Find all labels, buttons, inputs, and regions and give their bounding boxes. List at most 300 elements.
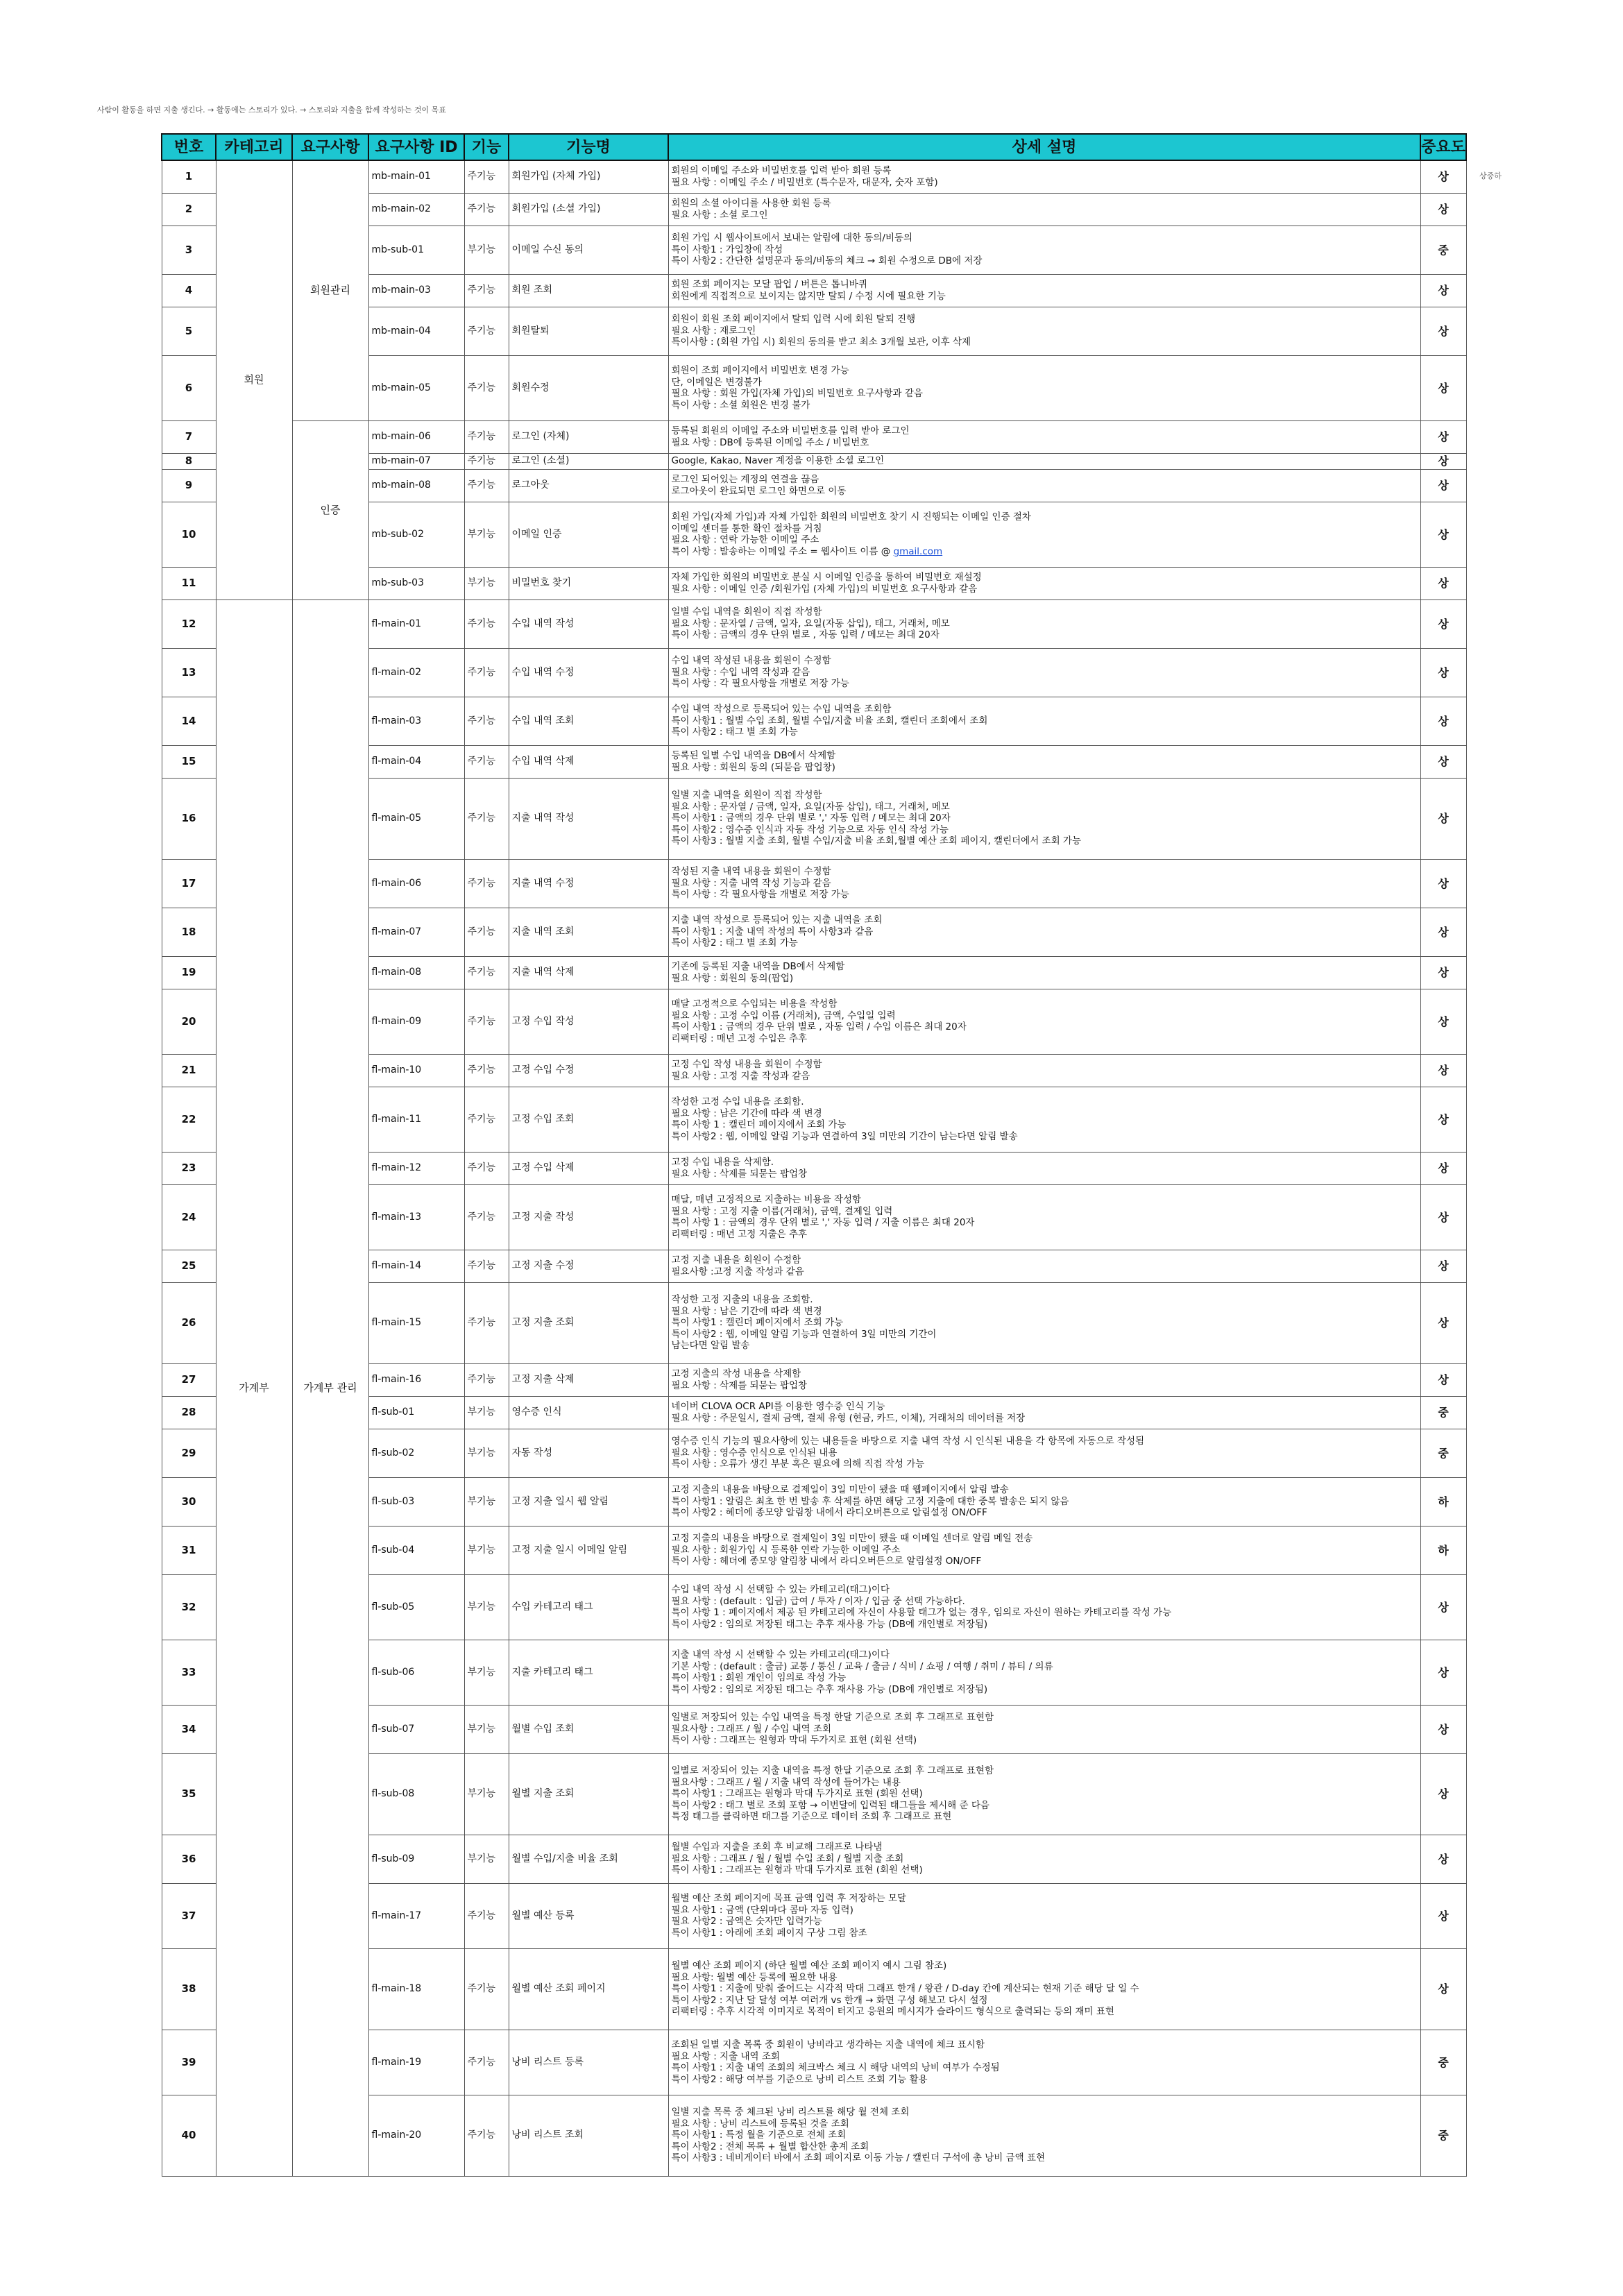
function-name: 고정 지출 삭제 xyxy=(509,1363,668,1396)
detail-cell xyxy=(668,1152,1420,1184)
detail-line: 특이 사항1 : 지출 내역 작성의 특이 사항3과 같음 xyxy=(671,926,874,937)
detail-line: 특이 사항1 : 캘린더 페이지에서 조회 가능 xyxy=(671,1317,844,1329)
detail-line: 매달 고정적으로 수입되는 비용을 작성함 xyxy=(671,998,838,1010)
requirement-group-cell: 가계부 관리 xyxy=(292,599,368,2176)
detail-line: 특이 사항1 : 지출 내역 조회의 체크박스 체크 시 해당 내역의 낭비 여부가 수정됨 xyxy=(671,2062,1000,2073)
header-requirement-id: 요구사항 ID xyxy=(368,134,464,160)
importance-cell: 상 xyxy=(1420,469,1466,502)
importance-cell: 상 xyxy=(1420,648,1466,697)
row-number: 17 xyxy=(162,859,216,908)
detail-line: 특이사항 : (회원 가입 시) 회원의 동의를 받고 최소 3개월 보관, 이후 삭제 xyxy=(671,337,971,348)
category-cell: 가계부 xyxy=(216,599,292,2176)
detail-line: 필요 사항 : 이메일 주소 / 비밀번호 (특수문자, 대문자, 숫자 포함) xyxy=(671,176,938,188)
function-name: 비밀번호 찾기 xyxy=(509,567,668,599)
detail-cell xyxy=(668,1526,1420,1574)
top-note: 사람이 활동을 하면 지출 생긴다. → 활동에는 스토리가 있다. → 스토리와 지출을 함께 작성하는 것이 목표 xyxy=(97,105,446,114)
importance-cell: 하 xyxy=(1420,1526,1466,1574)
row-number: 9 xyxy=(162,469,216,502)
detail-cell xyxy=(668,420,1420,453)
row-number: 20 xyxy=(162,989,216,1054)
requirement-id: fl-sub-09 xyxy=(368,1835,464,1883)
detail-line: 특이 사항2 : 태그 별 조회 가능 xyxy=(671,937,798,949)
detail-line: 필요 사항 : 회원의 동의 (되묻음 팝업창) xyxy=(671,761,835,773)
row-number: 2 xyxy=(162,193,216,226)
detail-cell xyxy=(668,469,1420,502)
detail-cell xyxy=(668,2030,1420,2095)
function-kind: 주기능 xyxy=(464,307,509,355)
table-body xyxy=(162,160,1466,2176)
detail-cell xyxy=(668,859,1420,908)
requirement-id: mb-main-04 xyxy=(368,307,464,355)
detail-line: 매달, 매년 고정적으로 지출하는 비용을 작성함 xyxy=(671,1194,862,1205)
detail-line: 특이 사항 : 헤더에 종모양 알림창 내에서 라디오버튼으로 알림설정 ON/OFF xyxy=(671,1556,982,1567)
detail-cell xyxy=(668,1054,1420,1087)
detail-line: 필요사항 : 그래프 / 월 / 지출 내역 작성에 들어가는 내용 xyxy=(671,1776,901,1788)
importance-cell: 상 xyxy=(1420,1948,1466,2030)
detail-line: 특이 사항2 : 해당 여부를 기준으로 낭비 리스트 조회 기능 활용 xyxy=(671,2073,928,2085)
detail-line: 특이 사항2 : 태그 별로 조회 포함 → 이번달에 입력된 태그들을 제시해 준 다음 xyxy=(671,1799,989,1811)
detail-line: 특이 사항 : 금액의 경우 단위 별로 , 자동 입력 / 메모는 최대 20자 xyxy=(671,629,940,641)
row-number: 15 xyxy=(162,745,216,778)
detail-line: 특이 사항1 : 아래에 조회 페이지 구상 그림 참조 xyxy=(671,1927,867,1939)
function-name: 회원가입 (소셜 가입) xyxy=(509,193,668,226)
requirement-id: mb-sub-02 xyxy=(368,502,464,567)
detail-line: 특이 사항2 : 전체 목록 + 월별 합산한 총계 조회 xyxy=(671,2141,869,2152)
row-number: 7 xyxy=(162,420,216,453)
detail-line: 특이 사항1 : 금액의 경우 단위 별로 ',' 자동 입력 / 메모는 최대 20자 xyxy=(671,813,951,824)
detail-line: 필요 사항1 : 금액 (단위마다 콤마 자동 입력) xyxy=(671,1904,853,1916)
requirement-id: fl-main-01 xyxy=(368,599,464,648)
requirement-id: fl-sub-07 xyxy=(368,1705,464,1753)
detail-line: 특이 사항2 : 웹, 이메일 알림 기능과 연결하여 3일 미만의 기간이 남는다면 알림 발송 xyxy=(671,1130,1018,1142)
detail-line: 필요 사항 : 그래프 / 월 / 월별 수입 조회 / 월별 지출 조회 xyxy=(671,1853,904,1864)
function-kind: 주기능 xyxy=(464,1883,509,1948)
detail-line: 특이 사항1 : 알림은 최초 한 번 발송 후 삭제를 하면 해당 고정 지출에 대한 중복 발송은 되지 않음 xyxy=(671,1495,1069,1507)
detail-line: 회원 가입 시 웹사이트에서 보내는 알림에 대한 동의/비동의 xyxy=(671,232,913,244)
importance-cell: 상 xyxy=(1420,355,1466,420)
function-kind: 주기능 xyxy=(464,859,509,908)
detail-line: 특이 사항3 : 네비게이터 바에서 조회 페이지로 이동 가능 / 캘린더 구석에 총 낭비 금액 표현 xyxy=(671,2152,1045,2164)
importance-cell: 상 xyxy=(1420,193,1466,226)
detail-line: 특이 사항 : 그래프는 원형과 막대 두가지로 표현 (회원 선택) xyxy=(671,1735,917,1746)
detail-line: 작성한 고정 수입 내용을 조회함. xyxy=(671,1096,804,1107)
detail-line: 필요 사항 : 회원 가입(자체 가입)의 비밀번호 요구사항과 같음 xyxy=(671,388,923,399)
detail-line: 특이 사항1 : 그래프는 원형과 막대 두가지로 표현 (회원 선택) xyxy=(671,1864,923,1876)
header-row xyxy=(162,134,1466,160)
detail-line: 필요사항 :고정 지출 작성과 같음 xyxy=(671,1266,804,1277)
row-number: 1 xyxy=(162,160,216,193)
category-cell: 회원 xyxy=(216,160,292,599)
detail-line: 필요 사항 : 회원의 동의(팝업) xyxy=(671,972,794,984)
row-number: 16 xyxy=(162,778,216,859)
function-name: 로그아웃 xyxy=(509,469,668,502)
row-number: 26 xyxy=(162,1282,216,1363)
requirement-id: mb-sub-01 xyxy=(368,226,464,274)
detail-cell xyxy=(668,160,1420,193)
detail-cell xyxy=(668,1948,1420,2030)
detail-cell xyxy=(668,745,1420,778)
function-name: 회원수정 xyxy=(509,355,668,420)
requirement-id: fl-main-06 xyxy=(368,859,464,908)
detail-cell xyxy=(668,778,1420,859)
detail-line: 필요사항 : 그래프 / 월 / 수입 내역 조회 xyxy=(671,1723,832,1735)
detail-cell xyxy=(668,1429,1420,1477)
function-name: 회원가입 (자체 가입) xyxy=(509,160,668,193)
function-kind: 부기능 xyxy=(464,1753,509,1835)
row-number: 11 xyxy=(162,567,216,599)
row-number: 38 xyxy=(162,1948,216,2030)
detail-line: 작성한 고정 지출의 내용을 조회함. xyxy=(671,1294,813,1306)
function-kind: 주기능 xyxy=(464,1087,509,1152)
importance-cell: 상 xyxy=(1420,1883,1466,1948)
detail-line: 특이 사항2 : 임의로 저장된 태그는 추후 재사용 가능 (DB에 개인별로 저장됨) xyxy=(671,1683,988,1695)
function-name: 고정 수입 삭제 xyxy=(509,1152,668,1184)
importance-cell: 상 xyxy=(1420,160,1466,193)
importance-cell: 상 xyxy=(1420,1574,1466,1640)
row-number: 37 xyxy=(162,1883,216,1948)
row-number: 3 xyxy=(162,226,216,274)
function-kind: 주기능 xyxy=(464,697,509,745)
row-number: 39 xyxy=(162,2030,216,2095)
row-number: 21 xyxy=(162,1054,216,1087)
function-name: 지출 내역 작성 xyxy=(509,778,668,859)
function-kind: 주기능 xyxy=(464,2030,509,2095)
header-kind: 기능 xyxy=(464,134,509,160)
importance-cell: 상 xyxy=(1420,307,1466,355)
detail-cell xyxy=(668,226,1420,274)
function-kind: 주기능 xyxy=(464,1184,509,1250)
requirement-group-cell: 인증 xyxy=(292,420,368,599)
detail-cell xyxy=(668,908,1420,956)
importance-cell: 상 xyxy=(1420,1054,1466,1087)
detail-line: 지출 내역 작성으로 등록되어 있는 지출 내역을 조회 xyxy=(671,915,883,926)
function-kind: 주기능 xyxy=(464,599,509,648)
function-name: 수입 내역 작성 xyxy=(509,599,668,648)
detail-line: 특이 사항 1 : 캘린더 페이지에서 조회 가능 xyxy=(671,1119,847,1130)
detail-line: 단, 이메일은 변경불가 xyxy=(671,376,762,388)
detail-line: 월별 예산 조회 페이지 (하단 월별 예산 조회 페이지 예시 그림 참조) xyxy=(671,1960,947,1972)
importance-cell: 중 xyxy=(1420,2095,1466,2176)
requirement-id: fl-main-14 xyxy=(368,1250,464,1282)
importance-cell: 상 xyxy=(1420,745,1466,778)
function-name: 자동 작성 xyxy=(509,1429,668,1477)
function-name: 고정 지출 일시 웹 알림 xyxy=(509,1477,668,1526)
detail-cell xyxy=(668,567,1420,599)
requirement-id: mb-main-02 xyxy=(368,193,464,226)
function-name: 고정 지출 작성 xyxy=(509,1184,668,1250)
detail-line: 필요 사항 : 수입 내역 작성과 같음 xyxy=(671,666,810,678)
function-name: 낭비 리스트 등록 xyxy=(509,2030,668,2095)
detail-line: 필요 사항 : 재로그인 xyxy=(671,325,756,337)
detail-line: 고정 수입 작성 내용을 회원이 수정함 xyxy=(671,1059,822,1070)
function-kind: 주기능 xyxy=(464,1282,509,1363)
detail-line: 회원의 이메일 주소와 비밀번호를 입력 받아 회원 등록 xyxy=(671,165,892,177)
detail-line: 월별 예산 조회 페이지에 목표 금액 입력 후 저장하는 모달 xyxy=(671,1893,907,1904)
requirement-id: fl-main-07 xyxy=(368,908,464,956)
detail-line: Google, Kakao, Naver 계정을 이용한 소셜 로그인 xyxy=(671,455,885,467)
detail-line: 특이 사항2 : 태그 별 조회 가능 xyxy=(671,726,798,738)
detail-line: 필요 사항 : DB에 등록된 이메일 주소 / 비밀번호 xyxy=(671,436,869,448)
detail-line: 회원이 회원 조회 페이지에서 탈퇴 입력 시에 회원 탈퇴 진행 xyxy=(671,314,916,325)
detail-cell xyxy=(668,1705,1420,1753)
function-name: 고정 수입 수정 xyxy=(509,1054,668,1087)
detail-line: 필요 사항 : 고정 지출 이름(거래처), 금액, 결제일 입력 xyxy=(671,1205,893,1217)
importance-cell: 상 xyxy=(1420,502,1466,567)
detail-cell xyxy=(668,1574,1420,1640)
detail-line: 필요 사항 : 문자열 / 금액, 일자, 요일(자동 삽입), 태그, 거래처, 메모 xyxy=(671,801,950,813)
detail-line: 리팩터링 : 매년 고정 수입은 추후 xyxy=(671,1032,808,1044)
detail-line: 특이 사항1 : 지출에 맞춰 줄어드는 시각적 막대 그래프 한개 / 왕관 / D-day 칸에 계산되는 현재 기준 해당 달 일 수 xyxy=(671,1983,1139,1995)
function-kind: 주기능 xyxy=(464,469,509,502)
detail-line: 필요 사항 : (default : 입금) 급여 / 투자 / 이자 / 입금 중 선택 가능하다. xyxy=(671,1595,965,1607)
row-number: 33 xyxy=(162,1640,216,1705)
detail-line: 특이 사항1 : 회원 개인이 임의로 작성 가능 xyxy=(671,1672,847,1683)
function-kind: 부기능 xyxy=(464,502,509,567)
detail-line: 회원의 소셜 아이디를 사용한 회원 등록 xyxy=(671,198,831,209)
function-kind: 주기능 xyxy=(464,2095,509,2176)
function-name: 회원탈퇴 xyxy=(509,307,668,355)
requirement-id: mb-main-01 xyxy=(368,160,464,193)
detail-cell xyxy=(668,193,1420,226)
importance-cell: 상 xyxy=(1420,1250,1466,1282)
importance-cell: 상 xyxy=(1420,1753,1466,1835)
requirement-id: fl-main-05 xyxy=(368,778,464,859)
header-detail: 상세 설명 xyxy=(668,134,1420,160)
header-category: 카테고리 xyxy=(216,134,292,160)
importance-cell: 중 xyxy=(1420,1396,1466,1429)
function-name: 고정 지출 조회 xyxy=(509,1282,668,1363)
detail-line: 필요 사항 : 회원가입 시 등록한 연락 가능한 이메일 주소 xyxy=(671,1544,901,1556)
function-name: 로그인 (자체) xyxy=(509,420,668,453)
requirement-id: fl-sub-02 xyxy=(368,1429,464,1477)
function-name: 월별 지출 조회 xyxy=(509,1753,668,1835)
detail-line: 등록된 회원의 이메일 주소와 비밀번호를 입력 받아 로그인 xyxy=(671,425,910,436)
requirements-table xyxy=(161,133,1467,2177)
requirement-id: mb-sub-03 xyxy=(368,567,464,599)
row-number: 18 xyxy=(162,908,216,956)
row-number: 19 xyxy=(162,956,216,989)
detail-line: 회원이 조회 페이지에서 비밀번호 변경 가능 xyxy=(671,365,849,376)
requirement-group-cell: 회원관리 xyxy=(292,160,368,420)
detail-cell xyxy=(668,989,1420,1054)
detail-line: 필요 사항 : 연락 가능한 이메일 주소 xyxy=(671,534,819,545)
requirement-id: mb-main-07 xyxy=(368,453,464,469)
detail-line: 네이버 CLOVA OCR API를 이용한 영수증 인식 기능 xyxy=(671,1401,885,1412)
table-row xyxy=(162,599,1466,648)
detail-cell xyxy=(668,956,1420,989)
detail-line: 특이 사항2 : 헤더에 종모양 알림창 내에서 라디오버튼으로 알림설정 ON/OFF xyxy=(671,1507,987,1519)
function-kind: 부기능 xyxy=(464,1526,509,1574)
function-kind: 주기능 xyxy=(464,989,509,1054)
row-number: 10 xyxy=(162,502,216,567)
detail-line: 남는다면 알림 발송 xyxy=(671,1340,750,1352)
importance-cell: 상 xyxy=(1420,1282,1466,1363)
detail-line: 리팩터링 : 추후 시각적 이미지로 목적이 터지고 응원의 메시지가 슬라이드 형식으로 출력되는 등의 재미 표현 xyxy=(671,2006,1114,2018)
detail-line: 회원에게 직접적으로 보이지는 않지만 탈퇴 / 수정 시에 필요한 기능 xyxy=(671,290,946,302)
row-number: 24 xyxy=(162,1184,216,1250)
importance-cell: 상 xyxy=(1420,1184,1466,1250)
detail-line: 특이 사항2 : 영수증 인식과 자동 작성 기능으로 자동 인식 작성 가능 xyxy=(671,824,949,835)
table-row xyxy=(162,420,1466,453)
email-link[interactable]: gmail.com xyxy=(893,545,943,557)
function-kind: 부기능 xyxy=(464,1705,509,1753)
detail-cell xyxy=(668,502,1420,567)
detail-line: 필요 사항 : 이메일 인증 /회원가입 (자체 가입)의 비밀번호 요구사항과 같음 xyxy=(671,583,978,595)
detail-line: 특이 사항2 : 웹, 이메일 알림 기능과 연결하여 3일 미만의 기간이 xyxy=(671,1328,937,1340)
function-name: 지출 내역 조회 xyxy=(509,908,668,956)
detail-line: 필요 사항 : 삭제를 되묻는 팝업창 xyxy=(671,1379,808,1391)
function-name: 지출 카테고리 태그 xyxy=(509,1640,668,1705)
function-name: 로그인 (소셜) xyxy=(509,453,668,469)
detail-line: 영수증 인식 기능의 필요사항에 있는 내용들을 바탕으로 지출 내역 작성 시 인식된 내용을 각 항목에 자동으로 작성됨 xyxy=(671,1436,1145,1447)
detail-cell xyxy=(668,274,1420,307)
detail-line: 필요 사항 : 낭비 리스트에 등록된 것을 조회 xyxy=(671,2118,849,2129)
detail-line: 고정 지출의 내용을 바탕으로 결제일이 3일 미만이 됐을 때 이메일 센더로 알림 메일 전송 xyxy=(671,1533,1033,1545)
function-name: 수입 내역 조회 xyxy=(509,697,668,745)
requirement-id: fl-main-16 xyxy=(368,1363,464,1396)
row-number: 22 xyxy=(162,1087,216,1152)
function-name: 월별 예산 등록 xyxy=(509,1883,668,1948)
requirement-id: fl-main-02 xyxy=(368,648,464,697)
function-kind: 주기능 xyxy=(464,1948,509,2030)
row-number: 29 xyxy=(162,1429,216,1477)
importance-cell: 중 xyxy=(1420,2030,1466,2095)
detail-cell xyxy=(668,1087,1420,1152)
detail-line: 특이 사항2 : 간단한 설명문과 동의/비동의 체크 → 회원 수정으로 DB에 저장 xyxy=(671,255,983,267)
detail-cell xyxy=(668,307,1420,355)
requirement-id: fl-main-04 xyxy=(368,745,464,778)
requirement-id: fl-sub-05 xyxy=(368,1574,464,1640)
detail-cell xyxy=(668,1250,1420,1282)
detail-line: 필요 사항 : 영수증 인식으로 인식된 내용 xyxy=(671,1447,838,1459)
detail-line: 필요 사항 : 남은 기간에 따라 색 변경 xyxy=(671,1305,822,1317)
row-number: 8 xyxy=(162,453,216,469)
requirement-id: fl-sub-01 xyxy=(368,1396,464,1429)
importance-cell: 중 xyxy=(1420,1429,1466,1477)
function-kind: 부기능 xyxy=(464,567,509,599)
importance-cell: 하 xyxy=(1420,1477,1466,1526)
detail-line: 특이 사항 : 소셜 회원은 변경 불가 xyxy=(671,399,810,411)
row-number: 32 xyxy=(162,1574,216,1640)
detail-line: 특이 사항3 : 월별 지출 조회, 월별 수입/지출 비율 조회,월별 예산 조회 페이지, 캘린더에서 조회 가능 xyxy=(671,835,1081,847)
row-number: 28 xyxy=(162,1396,216,1429)
function-kind: 부기능 xyxy=(464,1477,509,1526)
detail-line: 리팩터링 : 매년 고정 지출은 추후 xyxy=(671,1228,808,1240)
side-note: 상중하 xyxy=(1479,171,1502,180)
function-kind: 주기능 xyxy=(464,453,509,469)
importance-cell: 상 xyxy=(1420,1363,1466,1396)
row-number: 35 xyxy=(162,1753,216,1835)
detail-line: 작성된 지출 내역 내용을 회원이 수정함 xyxy=(671,866,831,878)
detail-line: 일별 지출 내역을 회원이 직접 작성함 xyxy=(671,790,822,801)
function-kind: 주기능 xyxy=(464,1152,509,1184)
function-kind: 주기능 xyxy=(464,420,509,453)
detail-line: 특이 사항2 : 임의로 저장된 태그는 추후 재사용 가능 (DB에 개인별로 저장됨) xyxy=(671,1618,988,1630)
detail-line: 기본 사항 : (default : 출금) 교통 / 통신 / 교육 / 출금 / 식비 / 쇼핑 / 여행 / 취미 / 뷰티 / 의류 xyxy=(671,1660,1053,1672)
detail-line: 회원 가입(자체 가입)과 자체 가입한 회원의 비밀번호 찾기 시 진행되는 이메일 인증 절차 xyxy=(671,511,1031,522)
detail-line: 특이 사항 : 오류가 생긴 부분 혹은 필요에 의해 직접 작성 가능 xyxy=(671,1459,925,1470)
detail-cell xyxy=(668,1184,1420,1250)
detail-line: 필요 사항: 월별 예산 등록에 필요한 내용 xyxy=(671,1971,838,1983)
requirement-id: mb-main-06 xyxy=(368,420,464,453)
function-kind: 부기능 xyxy=(464,1429,509,1477)
requirement-id: fl-sub-04 xyxy=(368,1526,464,1574)
detail-cell xyxy=(668,2095,1420,2176)
detail-line: 특이 사항1 : 가입창에 작성 xyxy=(671,244,783,255)
function-kind: 주기능 xyxy=(464,778,509,859)
detail-line: 필요 사항 : 고정 지출 작성과 같음 xyxy=(671,1070,810,1082)
detail-line: 필요 사항 : 주문일시, 결제 금액, 결제 유형 (현금, 카드, 이체), 거래처의 데이터를 저장 xyxy=(671,1412,1026,1424)
requirement-id: fl-main-17 xyxy=(368,1883,464,1948)
row-number: 30 xyxy=(162,1477,216,1526)
importance-cell: 중 xyxy=(1420,226,1466,274)
detail-line: 기존에 등록된 지출 내역을 DB에서 삭제함 xyxy=(671,961,845,972)
detail-line: 수입 내역 작성으로 등록되어 있는 수입 내역을 조회함 xyxy=(671,704,892,715)
detail-line: 필요 사항 : 남은 기간에 따라 색 변경 xyxy=(671,1107,822,1119)
detail-line: 로그아웃이 완료되면 로그인 화면으로 이동 xyxy=(671,485,847,497)
importance-cell: 상 xyxy=(1420,274,1466,307)
requirement-id: fl-main-03 xyxy=(368,697,464,745)
function-kind: 주기능 xyxy=(464,193,509,226)
detail-line: 일별 지출 목록 중 체크된 낭비 리스트를 해당 월 전체 조회 xyxy=(671,2107,910,2118)
requirement-id: mb-main-03 xyxy=(368,274,464,307)
function-kind: 주기능 xyxy=(464,160,509,193)
function-kind: 주기능 xyxy=(464,745,509,778)
function-kind: 주기능 xyxy=(464,648,509,697)
function-kind: 부기능 xyxy=(464,1640,509,1705)
function-name: 월별 예산 조회 페이지 xyxy=(509,1948,668,2030)
detail-line: 필요 사항 : 문자열 / 금액, 일자, 요일(자동 삽입), 태그, 거래처, 메모 xyxy=(671,618,950,629)
function-name: 지출 내역 수정 xyxy=(509,859,668,908)
detail-cell xyxy=(668,355,1420,420)
detail-line: 로그인 되어있는 계정의 연결을 끊음 xyxy=(671,474,819,485)
function-kind: 부기능 xyxy=(464,226,509,274)
requirement-id: fl-main-10 xyxy=(368,1054,464,1087)
header-no: 번호 xyxy=(162,134,216,160)
function-kind: 주기능 xyxy=(464,1054,509,1087)
importance-cell: 상 xyxy=(1420,778,1466,859)
function-name: 영수증 인식 xyxy=(509,1396,668,1429)
detail-line: 특이 사항1 : 그래프는 원형과 막대 두가지로 표현 (회원 선택) xyxy=(671,1788,923,1800)
detail-line: 필요 사항 : 고정 수입 이름 (거래처), 금액, 수입일 입력 xyxy=(671,1010,896,1021)
detail-cell xyxy=(668,1477,1420,1526)
detail-line: 특이 사항 1 : 금액의 경우 단위 별로 ',' 자동 입력 / 지출 이름은 최대 20자 xyxy=(671,1217,975,1228)
detail-line: 일별로 저장되어 있는 지출 내역을 특정 한달 기준으로 조회 후 그래프로 표현함 xyxy=(671,1765,994,1777)
function-name: 고정 지출 수정 xyxy=(509,1250,668,1282)
detail-line: 자체 가입한 회원의 비밀번호 분실 시 이메일 인증을 통하여 비밀번호 재설정 xyxy=(671,572,982,583)
detail-cell xyxy=(668,1640,1420,1705)
detail-line: 필요 사항 : 삭제를 되묻는 팝업창 xyxy=(671,1168,808,1180)
function-name: 수입 내역 수정 xyxy=(509,648,668,697)
importance-cell: 상 xyxy=(1420,1640,1466,1705)
function-kind: 부기능 xyxy=(464,1396,509,1429)
detail-line: 특이 사항1 : 특정 월을 기준으로 전체 조회 xyxy=(671,2129,847,2141)
function-kind: 주기능 xyxy=(464,956,509,989)
function-name: 월별 수입/지출 비율 조회 xyxy=(509,1835,668,1883)
detail-line: 고정 지출의 작성 내용을 삭제함 xyxy=(671,1368,801,1379)
function-name: 고정 지출 일시 이메일 알림 xyxy=(509,1526,668,1574)
header-requirement: 요구사항 xyxy=(292,134,368,160)
detail-cell xyxy=(668,453,1420,469)
detail-line: 고정 수입 내용을 삭제함. xyxy=(671,1157,774,1168)
importance-cell: 상 xyxy=(1420,956,1466,989)
importance-cell: 상 xyxy=(1420,567,1466,599)
detail-cell xyxy=(668,697,1420,745)
importance-cell: 상 xyxy=(1420,908,1466,956)
function-name: 낭비 리스트 조회 xyxy=(509,2095,668,2176)
row-number: 34 xyxy=(162,1705,216,1753)
function-kind: 부기능 xyxy=(464,1574,509,1640)
